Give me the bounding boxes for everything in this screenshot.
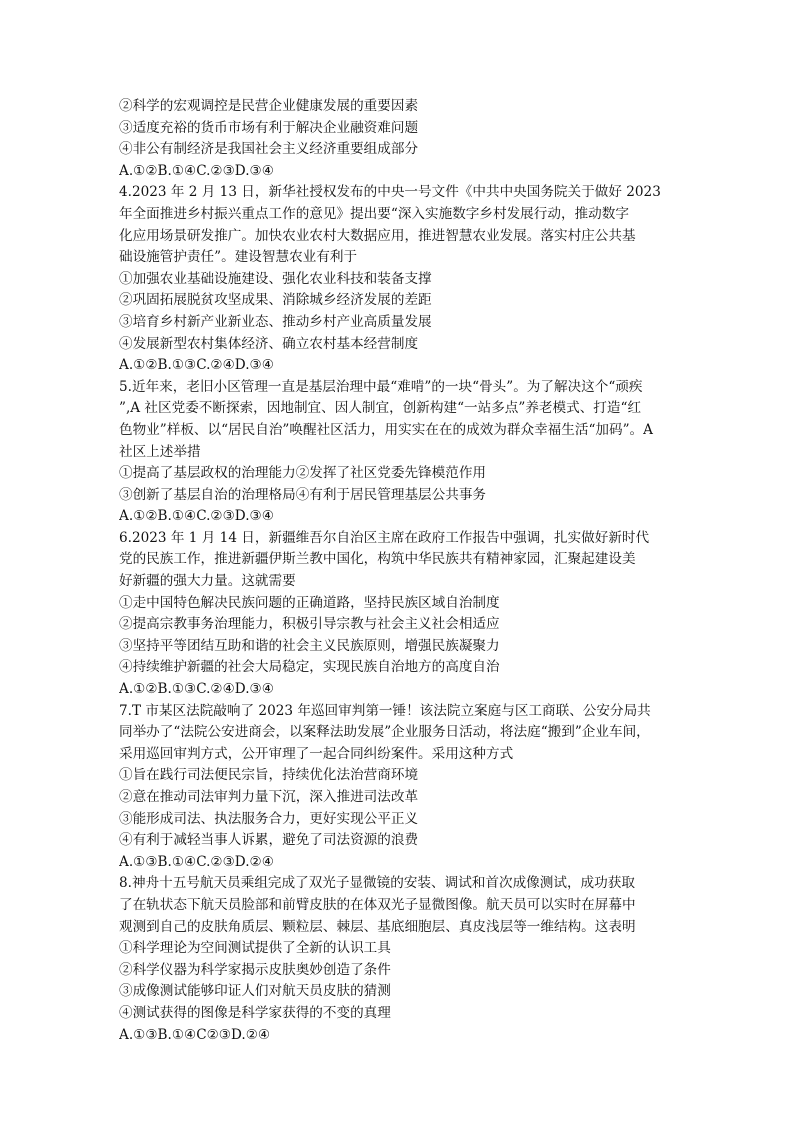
option-line: ④有利于减轻当事人诉累，避免了司法资源的浪费 [119,832,419,849]
question-4-text: 化应用场景研发推广。加快农业农村大数据应用，推进智慧农业发展。落实村庄公共基 [119,227,636,244]
option-line: ①走中国特色解决民族问题的正确道路，坚持民族区域自治制度 [119,594,500,611]
question-5-text: ”,A 社区党委不断探索，因地制宜、因人制宜，创新构建“一站多点”养老模式、打造“红 [119,400,642,417]
option-line: ③适度充裕的货币市场有利于解决企业融资难问题 [119,119,419,136]
question-5-text: 色物业”样板、以“居民自治”唤醒社区活力，用实实在在的成效为群众幸福生活“加码”。A [119,421,653,438]
option-line: ①加强农业基础设施建设、强化农业科技和装备支撑 [119,270,432,287]
question-6-text: 6.2023 年 1 月 14 日，新疆维吾尔自治区主席在政府工作报告中强调，扎实做好新时代 [119,529,650,546]
question-8-text: 了在轨状态下航天员脸部和前臂皮肤的在体双光子显微图像。航天员可以实时在屏幕中 [119,896,636,913]
option-line: ②巩固拓展脱贫攻坚成果、消除城乡经济发展的差距 [119,292,432,309]
option-line: ③能形成司法、执法服务合力，更好实现公平正义 [119,810,419,827]
option-line: ①旨在践行司法便民宗旨，持续优化法治营商环境 [119,767,419,784]
question-8-text: 观测到自己的皮肤角质层、颗粒层、棘层、基底细胞层、真皮浅层等一维结构。这表明 [119,918,636,935]
answer-choices: A.①②B.①④C.②③D.③④ [119,508,274,525]
question-7-text: 采用巡回审判方式，公开审理了一起合同纠纷案件。采用这种方式 [119,745,514,762]
answer-choices: A.①②B.①③C.②④D.③④ [119,681,274,698]
option-line: ④持续维护新疆的社会大局稳定，实现民族自治地方的高度自治 [119,659,500,676]
option-line: ④测试获得的图像是科学家获得的不变的真理 [119,1004,391,1021]
option-line: ③创新了基层自治的治理格局④有利于居民管理基层公共事务 [119,486,487,503]
option-line: ③坚持平等团结互助和谐的社会主义民族原则，增强民族凝聚力 [119,637,500,654]
option-line: ②科学仪器为科学家揭示皮肤奥妙创造了条件 [119,961,391,978]
option-line: ④非公有制经济是我国社会主义经济重要组成部分 [119,141,419,158]
answer-choices: A.①③B.①④C②③D.②④ [119,1026,271,1043]
option-line: ②意在推动司法审判力量下沉，深入推进司法改革 [119,789,419,805]
option-line: ①提高了基层政权的治理能力②发挥了社区党委先锋模范作用 [119,465,487,482]
question-4-text: 4.2023 年 2 月 13 日，新华社授权发布的中央一号文件《中共中央国务院关于做好 2023 [119,184,661,201]
question-4-text: 年全面推进乡村振兴重点工作的意见》提出要“深入实施数字乡村发展行动，推动数字 [119,205,629,222]
answer-choices: A.①③B.①④C.②③D.②④ [119,853,274,870]
question-8-text: 8.神舟十五号航天员乘组完成了双光子显微镜的安装、调试和首次成像测试，成功获取 [119,875,635,892]
option-line: ②提高宗教事务治理能力，积极引导宗教与社会主义社会相适应 [119,616,500,633]
question-6-text: 好新疆的强大力量。这就需要 [119,573,296,590]
answer-choices: A.①②B.①④C.②③D.③④ [119,162,274,179]
question-5-text: 5.近年来，老旧小区管理一直是基层治理中最“难啃”的一块“骨头”。为了解决这个“顽疾 [119,378,643,395]
question-7-text: 7.T 市某区法院敲响了 2023 年巡回审判第一锤！该法院立案庭与区工商联、公安分局共 [119,702,651,719]
question-5-text: 社区上述举措 [119,443,201,460]
document-page [119,96,699,1046]
option-line: ①科学理论为空间测试提供了全新的认识工具 [119,940,391,957]
question-6-text: 党的民族工作，推进新疆伊斯兰教中国化，构筑中华民族共有精神家园，汇聚起建设美 [119,551,636,568]
option-line: ②科学的宏观调控是民营企业健康发展的重要因素 [119,98,419,114]
question-4-text: 础设施管护责任”。建设智慧农业有利于 [119,249,358,266]
option-line: ④发展新型农村集体经济、确立农村基本经营制度 [119,335,419,352]
option-line: ③培育乡村新产业新业态、推动乡村产业高质量发展 [119,313,432,330]
option-line: ③成像测试能够印证人们对航天员皮肤的猜测 [119,983,391,1000]
answer-choices: A.①②B.①③C.②④D.③④ [119,357,274,374]
question-7-text: 同举办了“法院公安进商会，以案释法助发展”企业服务日活动，将法庭“搬到”企业车间， [119,724,650,741]
